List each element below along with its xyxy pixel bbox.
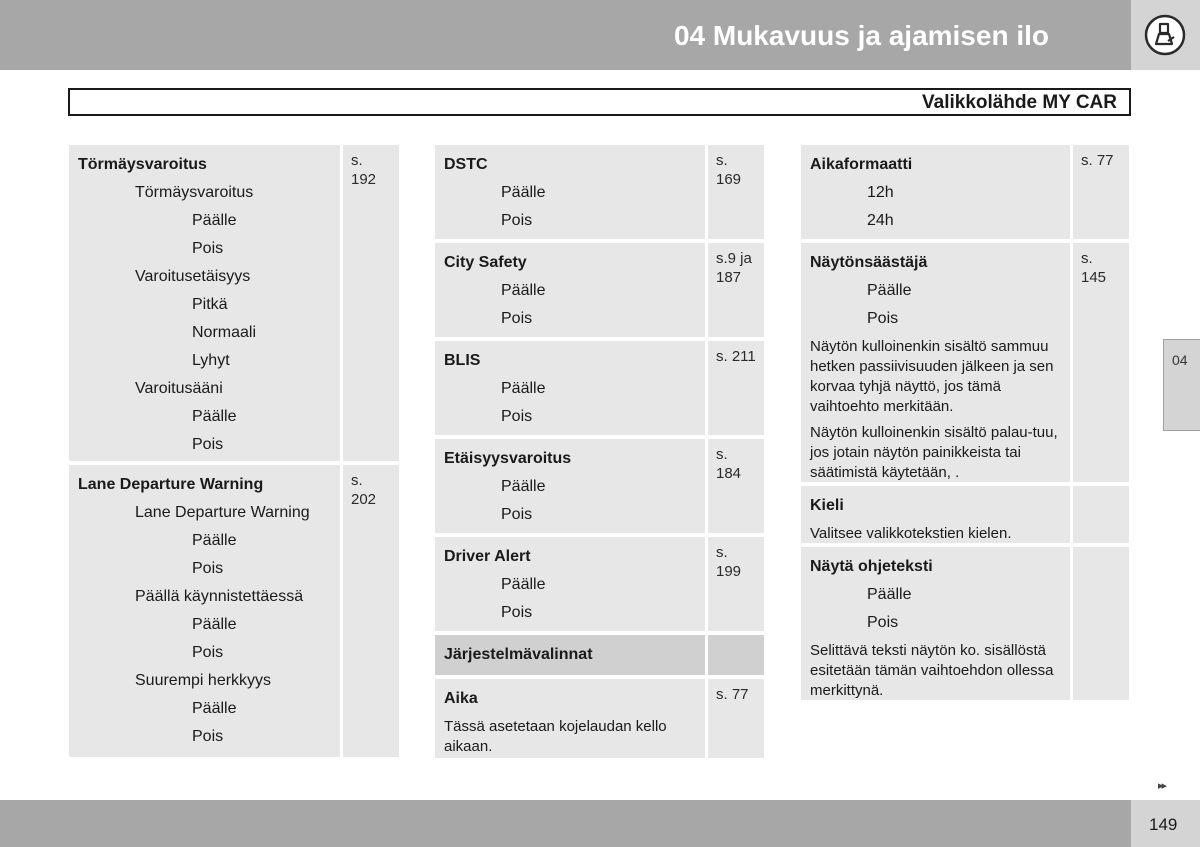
menu-block-blis [435, 341, 764, 435]
menu-block-etaisyysvaroitus [435, 439, 764, 533]
column-2 [435, 145, 764, 762]
block-title: Näytä ohjeteksti [810, 558, 933, 575]
column-1 [69, 145, 399, 761]
menu-option: Suurempi herkkyys [135, 672, 272, 689]
block-title: Näytönsäästäjä [810, 254, 928, 271]
page-ref-empty [1073, 486, 1129, 543]
description: Näytön kulloinenkin sisältö palau-tuu, jos jotain näytön painikkeista tai säätimistä käytetään, . [810, 424, 1058, 481]
menu-block-jarjestelmavalinnat [435, 635, 764, 675]
menu-option: Pois [501, 408, 533, 425]
menu-option: 12h [867, 184, 894, 201]
menu-block-tormaysvaroitus [69, 145, 399, 461]
menu-option: Päälle [867, 282, 912, 299]
menu-block-aika [435, 679, 764, 758]
menu-option: Päälle [192, 532, 237, 549]
page-number-box [1131, 800, 1200, 847]
menu-block-kieli [801, 486, 1129, 543]
header-bar [0, 0, 1131, 70]
block-title: BLIS [444, 352, 481, 369]
block-title: DSTC [444, 156, 488, 173]
description: Valitsee valikkotekstien kielen. [810, 525, 1012, 542]
menu-option: Lane Departure Warning [135, 504, 310, 521]
block-title: Järjestelmävalinnat [444, 646, 593, 663]
menu-option: Päälle [192, 212, 237, 229]
block-title: City Safety [444, 254, 527, 271]
menu-option: Pois [501, 212, 533, 229]
page-ref: s. 77 [708, 679, 764, 758]
header-icon-box [1131, 0, 1200, 70]
block-title: Lane Departure Warning [78, 476, 264, 493]
menu-option: Pitkä [192, 296, 228, 313]
menu-option: Päälle [192, 616, 237, 633]
menu-option: Päälle [192, 700, 237, 717]
car-seat-icon [1144, 14, 1186, 56]
menu-option: Pois [501, 604, 533, 621]
menu-block-nayta-ohjeteksti [801, 547, 1129, 700]
menu-option: Pois [192, 560, 224, 577]
menu-option: Päälle [192, 408, 237, 425]
description: Näytön kulloinenkin sisältö sammuu hetken passiivisuuden jälkeen ja sen korvaa tyhjä näyttö, jos tämä vaihtoehto merkitään. [810, 338, 1054, 415]
page-ref: s.9 ja 187 [708, 243, 764, 337]
menu-option: Pois [192, 436, 224, 453]
menu-option: Normaali [192, 324, 257, 341]
chapter-side-tab[interactable] [1163, 339, 1200, 431]
page-ref: s. 169 [708, 145, 764, 239]
menu-option: Päälle [501, 380, 546, 397]
menu-option: 24h [867, 212, 894, 229]
page-ref: s. 199 [708, 537, 764, 631]
menu-option: Varoitusetäisyys [135, 268, 251, 285]
menu-option: Pois [192, 728, 224, 745]
menu-option: Päälle [501, 478, 546, 495]
chapter-title: 04 Mukavuus ja ajamisen ilo [673, 20, 1049, 51]
column-3 [801, 145, 1129, 704]
description: Tässä asetetaan kojelaudan kello aikaan. [444, 718, 667, 755]
menu-option: Päälle [501, 576, 546, 593]
page-ref-empty [1073, 547, 1129, 700]
block-title: Aika [444, 690, 478, 707]
page-ref: s. 145 [1073, 243, 1129, 482]
menu-block-dstc [435, 145, 764, 239]
menu-block-aikaformaatti [801, 145, 1129, 239]
menu-option: Pois [867, 614, 899, 631]
menu-option: Pois [867, 310, 899, 327]
menu-option: Pois [501, 310, 533, 327]
page-ref: s. 202 [343, 465, 399, 757]
menu-option: Lyhyt [192, 352, 230, 369]
block-title: Driver Alert [444, 548, 531, 565]
block-title: Etäisyysvaroitus [444, 450, 572, 467]
chapter-side-tab-label: 04 [1172, 352, 1188, 368]
menu-option: Päälle [501, 282, 546, 299]
menu-option: Pois [192, 240, 224, 257]
menu-option: Pois [192, 644, 224, 661]
menu-block-naytonsaastaja [801, 243, 1129, 482]
section-title: Valikkolähde MY CAR [922, 92, 1117, 113]
menu-option: Varoitusääni [135, 380, 223, 397]
description: Selittävä teksti näytön ko. sisällöstä esitetään tämän vaihtoehdon ollessa merkittynä. [810, 642, 1054, 699]
section-header [68, 88, 1131, 116]
menu-block-driver-alert [435, 537, 764, 631]
page-ref-empty [708, 635, 764, 675]
double-arrow-right-icon[interactable]: ▸▸ [1158, 780, 1166, 792]
block-title: Aikaformaatti [810, 156, 913, 173]
menu-option: Päälle [867, 586, 912, 603]
page-ref: s. 192 [343, 145, 399, 461]
menu-option: Pois [501, 506, 533, 523]
page-number: 149 [1149, 815, 1178, 834]
page-ref: s. 77 [1073, 145, 1129, 239]
menu-block-lane-departure-warning [69, 465, 399, 757]
block-title: Kieli [810, 497, 844, 514]
menu-option: Päällä käynnistettäessä [135, 588, 304, 605]
footer-bar [0, 800, 1131, 847]
page-ref: s. 211 [708, 341, 764, 435]
block-title: Törmäysvaroitus [78, 156, 207, 173]
page-ref: s. 184 [708, 439, 764, 533]
menu-block-city-safety [435, 243, 764, 337]
menu-option: Päälle [501, 184, 546, 201]
menu-option: Törmäysvaroitus [135, 184, 254, 201]
